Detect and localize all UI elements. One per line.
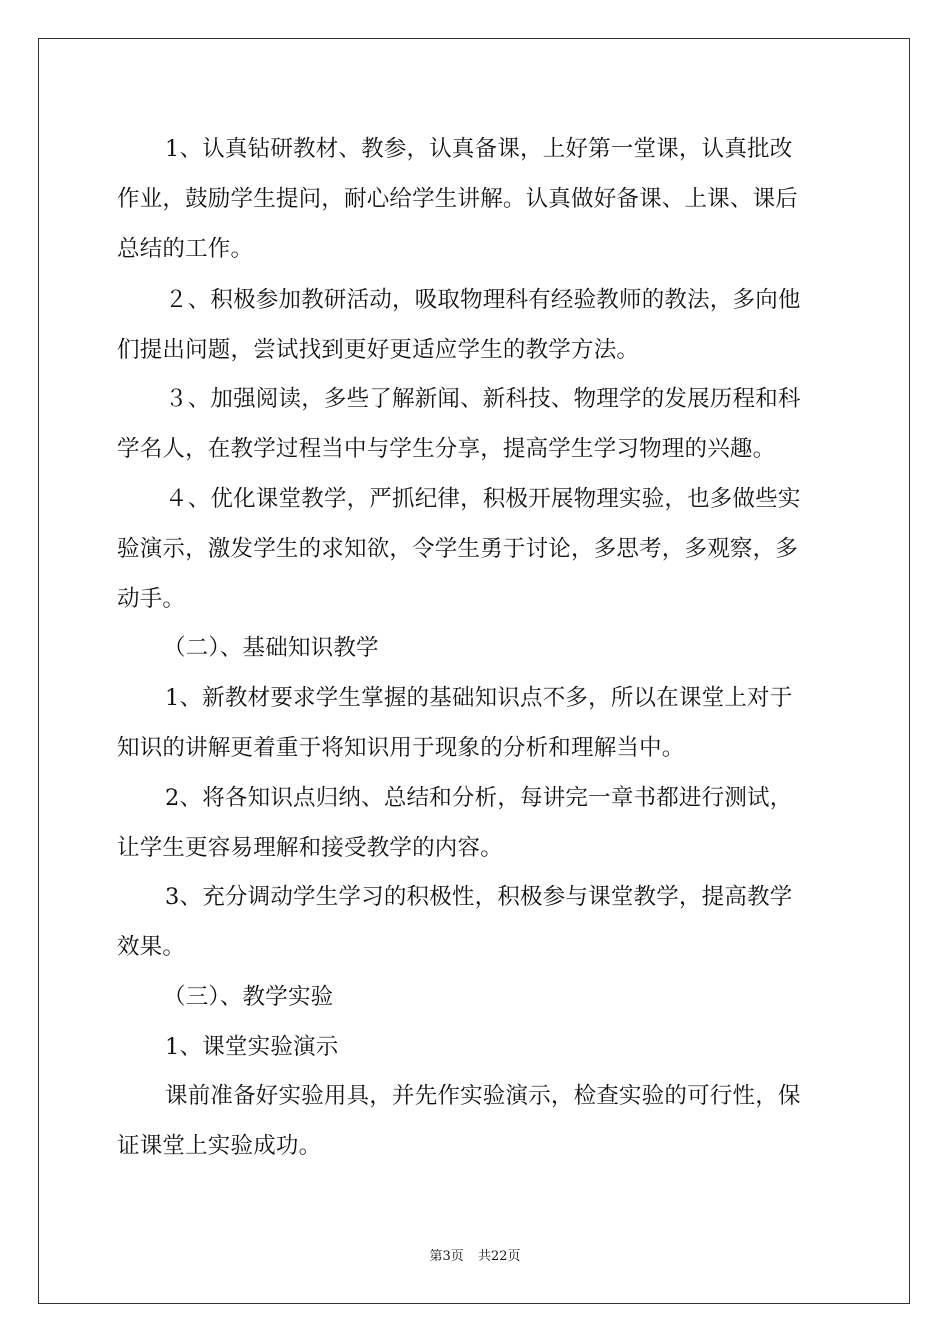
text-line: 1、新教材要求学生掌握的基础知识点不多，所以在课堂上对于 (165, 685, 793, 711)
text-line: 2、将各知识点归纳、总结和分析，每讲完一章书都进行测试， (165, 785, 793, 811)
page-footer (0, 1245, 950, 1264)
text-line: ４、优化课堂教学，严抓纪律，积极开展物理实验，也多做些实 (165, 486, 801, 512)
text-line: 课前准备好实验用具，并先作实验演示，检查实验的可行性，保 (165, 1083, 801, 1109)
text-line: 们提出问题，尝试找到更好更适应学生的教学方法。 (117, 337, 640, 363)
section-heading: （二）、基础知识教学 (163, 635, 379, 661)
text-line: ３、加强阅读，多些了解新闻、新科技、物理学的发展历程和科 (165, 386, 801, 412)
text-line: 作业，鼓励学生提问，耐心给学生讲解。认真做好备课、上课、课后 (117, 186, 799, 212)
text-line: 3、充分调动学生学习的积极性，积极参与课堂教学，提高教学 (165, 884, 793, 910)
page-total: 共22页 (477, 1249, 521, 1264)
text-line: 1、认真钻研教材、教参，认真备课，上好第一堂课，认真批改 (165, 136, 793, 162)
text-line: 验演示，激发学生的求知欲，令学生勇于讨论，多思考，多观察，多 (117, 536, 799, 562)
text-line: 让学生更容易理解和接受教学的内容。 (117, 835, 503, 861)
text-line: 总结的工作。 (117, 236, 254, 262)
page-number: 第3页 (429, 1249, 464, 1264)
subsection-heading: 1、课堂实验演示 (165, 1034, 339, 1060)
text-line: 证课堂上实验成功。 (117, 1133, 322, 1159)
section-heading: （三）、教学实验 (163, 984, 334, 1010)
text-line: 知识的讲解更着重于将知识用于现象的分析和理解当中。 (117, 735, 685, 761)
text-line: ２、积极参加教研活动，吸取物理科有经验教师的教法，多向他 (165, 287, 801, 313)
page-border (38, 38, 910, 1304)
text-line: 动手。 (117, 586, 186, 612)
text-line: 学名人，在教学过程当中与学生分享，提高学生学习物理的兴趣。 (117, 436, 776, 462)
text-line: 效果。 (117, 934, 186, 960)
